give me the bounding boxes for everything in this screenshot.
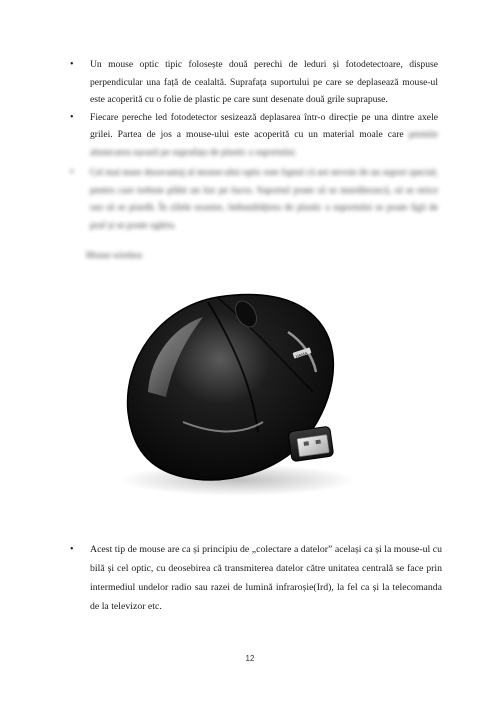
- wireless-mouse-image: [88, 272, 408, 512]
- bullet-led-photodetector: [70, 109, 438, 162]
- figure-caption: Mouse wireless: [86, 250, 143, 260]
- bullet-optical-mouse: • Un mouse optic tipic folosește două perechi de leduri și fotodetectoare, dispuse perpendicular una față de cealaltă. Suprafața suportului pe care se deplasează mouse-ul este acoperită cu o folie de plastic pe care sunt desenate două grile suprapuse.: [70, 56, 438, 109]
- usb-nano-receiver-icon: [288, 426, 334, 462]
- page-number: 12: [245, 654, 255, 663]
- brand-label: HAMA: [295, 350, 309, 359]
- bullet-led-photodetector-text: Fiecare pereche led fotodetector sesizează deplasarea într-o direcție pe una dintre axele grilei. Partea de jos a mouse-ului este acoperită cu un material moale care: [90, 111, 438, 140]
- bottom-bullet-list: [70, 540, 442, 616]
- bullet-disadvantage: • Cel mai mare dezavantaj al mouse-ului optic este faptul că are nevoie de un suport special, pentru care trebuie plătit un lux pe lucru. Suportul poate să se murdărească, să se strice sau să se piardă. În zilele noastre, îmbunătățirea de plastic a suportului se poate ligă de praf și se poate zgâria.: [70, 164, 438, 234]
- bullet-led-photodetector-continuation: permite alunecarea ușoară pe suprafața de plastic a suportului.: [90, 129, 438, 158]
- bullet-wireless-principle: • Acest tip de mouse are ca și principiu de „colectare a datelor” același ca și la mouse-ul cu bilă și cel optic, cu deosebirea că transmiterea datelor către unitatea centrală se face prin intermediul undelor radio sau razei de lumină infraroșie(Ird), la fel ca și la telecomanda de la televizor etc.: [70, 540, 442, 616]
- top-bullet-list: [70, 56, 438, 234]
